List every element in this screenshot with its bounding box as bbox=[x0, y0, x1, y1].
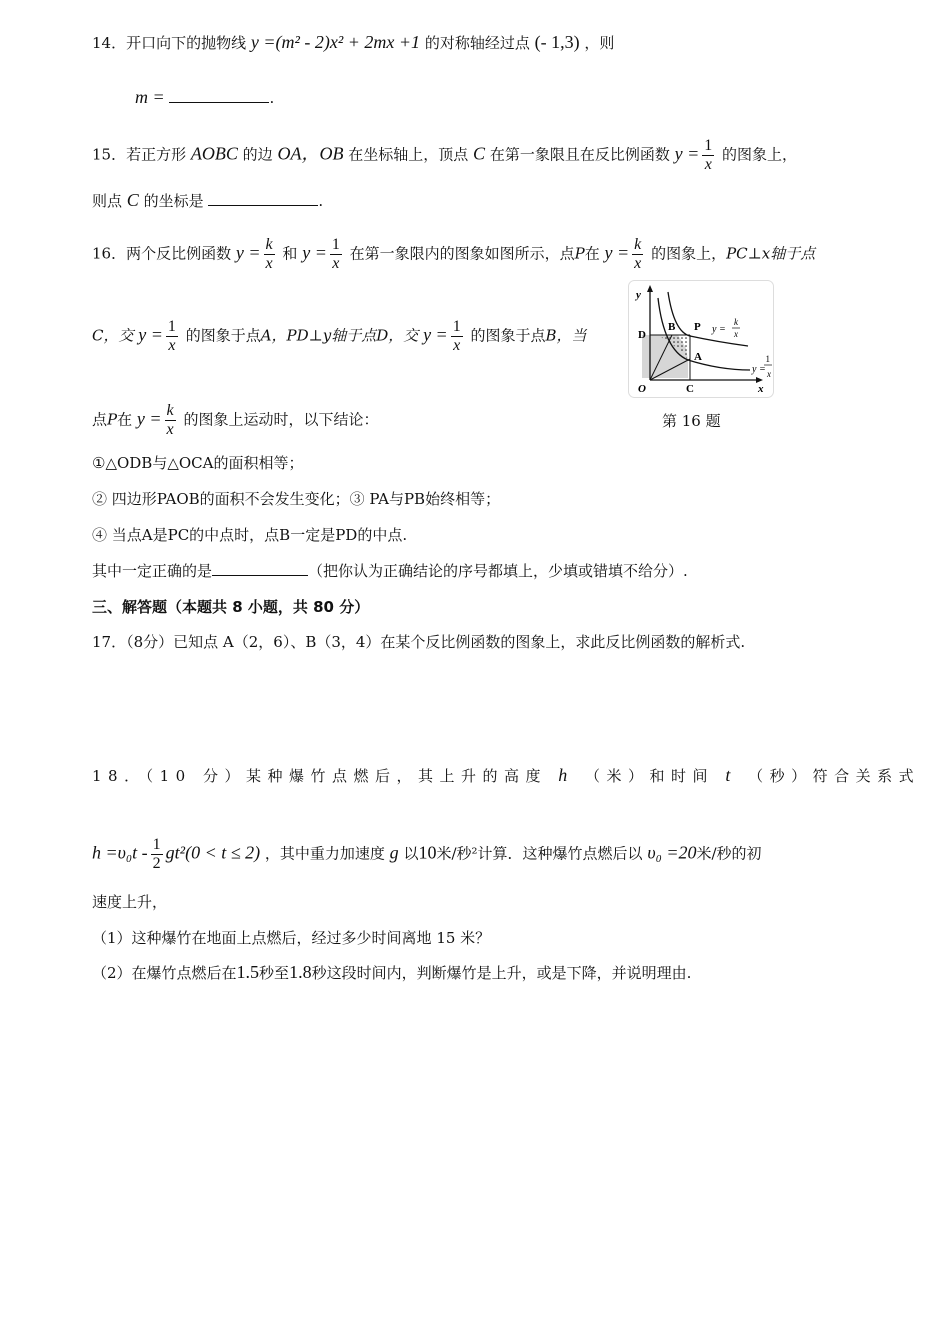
q16-l2-c: A，PD⊥y轴于点 bbox=[260, 326, 377, 345]
q16-y5: y = bbox=[423, 324, 448, 345]
q16-one: 1 bbox=[331, 236, 340, 253]
q18-p2-b: 秒至 bbox=[259, 964, 290, 982]
q18-line2 bbox=[92, 836, 762, 873]
q14-answer-blank[interactable] bbox=[169, 88, 269, 103]
q16-x6: x bbox=[166, 421, 174, 438]
q16-x3: x bbox=[634, 255, 642, 272]
figure-caption: 第 16 题 bbox=[662, 412, 721, 430]
q16-y1: y = bbox=[235, 242, 261, 263]
q16-frac-k bbox=[264, 236, 275, 273]
q15-text-f: 则点 bbox=[92, 192, 123, 210]
q15-line1 bbox=[92, 137, 797, 174]
q16-k2: k bbox=[634, 236, 642, 253]
q18-part1: （1）这种爆竹在地面上点燃后，经过多少时间离地 15 米？ bbox=[92, 929, 491, 947]
fig-curve-1-num: 1 bbox=[765, 354, 770, 364]
q18-line1 bbox=[92, 765, 920, 786]
q14-suffix: ，则 bbox=[584, 34, 615, 52]
q18-p2-c: 秒这段时间内，判断爆竹是上升，或是下降，并说明理由. bbox=[311, 964, 692, 982]
q15-line2 bbox=[92, 190, 323, 211]
q16-l2-f: B，当 bbox=[545, 326, 587, 345]
q15-text-d: 在第一象限且在反比例函数 bbox=[489, 145, 670, 164]
q16-x: x bbox=[265, 255, 273, 272]
q16-l2-b: 的图象于点 bbox=[185, 326, 261, 345]
q15-text-a: 15．若正方形 bbox=[92, 145, 187, 164]
q18-h: h bbox=[558, 765, 574, 785]
q18-half bbox=[151, 836, 163, 873]
q18-t1: 1.5 bbox=[236, 962, 260, 982]
q18-half-den: 2 bbox=[152, 855, 161, 872]
q18-g: g bbox=[389, 842, 399, 863]
q18-v0: υ₀ =20 bbox=[647, 842, 697, 863]
q14-point: (- 1,3) bbox=[534, 32, 580, 52]
q16-figure bbox=[628, 280, 774, 398]
q18-formula-a: h =υ₀t - bbox=[92, 842, 148, 863]
q16-x2: x bbox=[332, 255, 340, 272]
q16-frac-k2 bbox=[632, 236, 643, 273]
q16-text-c: 在第一象限内的图象如图所示，点 bbox=[349, 244, 575, 263]
q16-text-d: 在 bbox=[584, 244, 600, 263]
q15-c: C bbox=[473, 143, 486, 164]
q16-x4: x bbox=[168, 337, 176, 354]
q18-l1-a: 18．（10 分）某种爆竹点燃后，其上升的高度 bbox=[92, 767, 547, 785]
q18-l2-b: 以 bbox=[403, 844, 419, 863]
fig-label-x: x bbox=[758, 383, 764, 395]
fig-label-d: D bbox=[638, 329, 646, 341]
q16-p: P bbox=[574, 244, 585, 263]
q15-frac-den: x bbox=[704, 156, 712, 173]
q16-l2-a: C，交 bbox=[92, 326, 134, 345]
q15-frac bbox=[702, 137, 714, 174]
q15-text-e: 的图象上， bbox=[722, 145, 798, 164]
q16-text-f: PC⊥x轴于点 bbox=[726, 244, 816, 263]
q16-answer-blank[interactable] bbox=[212, 561, 308, 576]
q15-func-lhs: y = bbox=[674, 143, 700, 164]
q15-answer-blank[interactable] bbox=[208, 191, 318, 206]
q18-formula-b: gt²(0 < t ≤ 2) bbox=[165, 842, 261, 863]
q16-frac-1b bbox=[166, 318, 178, 355]
q16-y2: y = bbox=[302, 242, 327, 263]
q14-equation: y =(m² - 2)x² + 2mx +1 bbox=[250, 32, 421, 52]
q16-p2: P bbox=[107, 410, 118, 429]
fig-curve-1-lhs: y = bbox=[752, 364, 766, 375]
q16-l2-d: D，交 bbox=[376, 326, 419, 345]
q16-conclusion-2: ② 四边形PAOB的面积不会发生变化；③ PA与PB始终相等； bbox=[92, 490, 501, 508]
q16-text-e: 的图象上， bbox=[651, 244, 727, 263]
q16-l3-a: 点 bbox=[92, 410, 108, 429]
q14-line bbox=[92, 32, 614, 53]
q16-y4: y = bbox=[138, 324, 163, 345]
q16-ask-b: （把你认为正确结论的序号都填上，少填或错填不给分）. bbox=[308, 562, 688, 580]
q15-text-b: 的边 bbox=[242, 145, 273, 164]
q18-l2-d: 米/秒的初 bbox=[696, 844, 762, 863]
q16-x5: x bbox=[453, 337, 461, 354]
fig-label-y: y bbox=[636, 289, 641, 301]
q18-l1-b: （米）和时间 bbox=[585, 767, 715, 785]
q16-l2-e: 的图象于点 bbox=[470, 326, 546, 345]
q18-t2: 1.8 bbox=[289, 962, 312, 982]
q14-middle: 的对称轴经过点 bbox=[424, 34, 530, 52]
q18-line3: 速度上升， bbox=[92, 893, 168, 911]
q16-line3 bbox=[92, 402, 378, 439]
q15-text-g: 的坐标是 bbox=[143, 192, 204, 210]
q18-l2-a: ，其中重力加速度 bbox=[264, 844, 385, 863]
fig-curve-k-lhs: y = bbox=[712, 324, 726, 335]
q16-one2: 1 bbox=[167, 318, 176, 335]
q18-half-num: 1 bbox=[152, 836, 161, 853]
fig-label-p: P bbox=[694, 321, 701, 333]
q16-y6: y = bbox=[136, 408, 162, 429]
q15-c2: C bbox=[126, 190, 139, 210]
q18-l2-c: 米/秒²计算．这种爆竹点燃后以 bbox=[436, 844, 643, 863]
fig-label-b: B bbox=[668, 321, 676, 333]
q16-frac-1 bbox=[330, 236, 342, 273]
q16-ask-a: 其中一定正确的是 bbox=[92, 562, 213, 580]
q14-prefix: 14．开口向下的抛物线 bbox=[92, 34, 247, 52]
q17-text: 17．（8分）已知点 A（2，6）、B（3，4）在某个反比例函数的图象上，求此反比例函数的解析式. bbox=[92, 633, 746, 651]
q15-frac-num: 1 bbox=[704, 137, 713, 154]
q16-y3: y = bbox=[604, 242, 630, 263]
q16-l3-c: 的图象上运动时，以下结论： bbox=[183, 410, 379, 429]
q16-frac-1c bbox=[451, 318, 463, 355]
q15-end: . bbox=[318, 192, 324, 210]
q16-line1 bbox=[92, 236, 815, 273]
fig-label-c: C bbox=[686, 383, 694, 395]
q16-l3-b: 在 bbox=[117, 410, 133, 429]
q18-ten: 10 bbox=[418, 842, 437, 863]
q16-text-a: 16．两个反比例函数 bbox=[92, 244, 232, 263]
q16-conclusion-1: ①△ODB与△OCA的面积相等； bbox=[92, 454, 304, 472]
q18-t: t bbox=[725, 765, 737, 785]
q18-part2 bbox=[92, 962, 691, 983]
q15-aobc: AOBC bbox=[190, 143, 238, 164]
fig-curve-1-den: x bbox=[767, 369, 771, 379]
q14-answer-end: . bbox=[269, 89, 275, 107]
q16-k3: k bbox=[166, 402, 174, 419]
q16-ask bbox=[92, 561, 688, 581]
q16-conclusion-4: ④ 当点A是PC的中点时，点B一定是PD的中点. bbox=[92, 526, 408, 544]
q16-k: k bbox=[265, 236, 273, 253]
q16-line2 bbox=[92, 318, 587, 355]
q18-p2-a: （2）在爆竹点燃后在 bbox=[92, 964, 237, 982]
q18-l1-c: （秒）符合关系式 bbox=[748, 767, 921, 785]
q14-answer-line bbox=[135, 87, 274, 108]
q14-answer-label: m = bbox=[135, 87, 165, 107]
q15-text-c: 在坐标轴上，顶点 bbox=[348, 145, 469, 164]
fig-label-o: O bbox=[638, 383, 646, 395]
fig-curve-k-num: k bbox=[734, 317, 738, 327]
q16-one3: 1 bbox=[452, 318, 461, 335]
q16-text-b: 和 bbox=[282, 244, 298, 263]
section-heading: 三、解答题（本题共 8 小题，共 80 分） bbox=[92, 598, 370, 616]
fig-label-a: A bbox=[694, 351, 702, 363]
q16-frac-k3 bbox=[165, 402, 176, 439]
q15-oa-ob: OA，OB bbox=[277, 143, 344, 164]
fig-curve-k-den: x bbox=[734, 329, 738, 339]
